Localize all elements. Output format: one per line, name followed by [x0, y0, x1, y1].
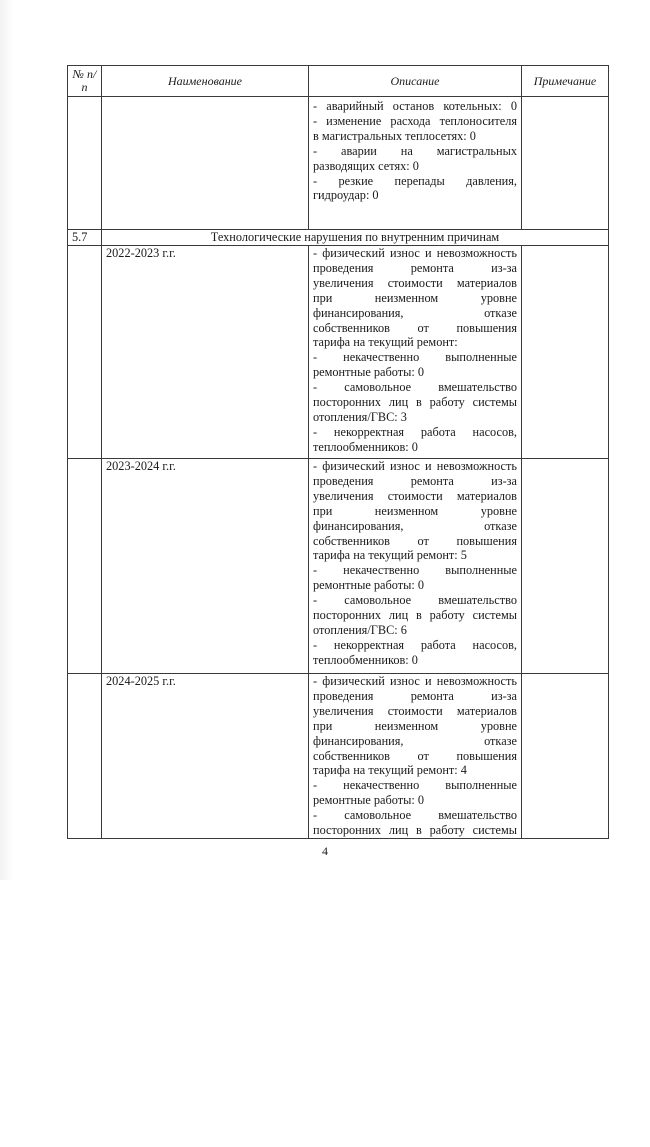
description-line: собственников от повышения	[313, 748, 517, 763]
section-title: Технологические нарушения по внутренним причинам	[102, 230, 609, 246]
period-name: 2022-2023 г.г.	[102, 246, 309, 459]
description-line: посторонних лиц в работу системы	[313, 608, 517, 623]
cell-description	[309, 97, 522, 230]
description-line: при неизменном уровне	[313, 718, 517, 733]
description-line: гидроудар: 0	[313, 188, 379, 203]
description-line: собственников от повышения	[313, 320, 517, 335]
description-line: - физический износ и невозможность	[313, 246, 517, 260]
description-line: проведения ремонта из-за	[313, 260, 517, 275]
description-line: - самовольное вмешательство	[313, 380, 517, 395]
description-line: проведения ремонта из-за	[313, 473, 517, 488]
section-row	[68, 230, 609, 246]
incidents-table	[67, 65, 609, 839]
cell-name	[102, 97, 309, 230]
cell-num	[68, 246, 102, 459]
description-line: посторонних лиц в работу системы	[313, 395, 517, 410]
cell-note	[522, 459, 609, 674]
cell-note	[522, 97, 609, 230]
description-line: - самовольное вмешательство	[313, 808, 517, 823]
description-line: - некачественно выполненные	[313, 778, 517, 793]
section-number: 5.7	[68, 230, 102, 246]
description-line: - аварийный останов котельных: 0	[313, 99, 517, 113]
description-line: - аварии на магистральных	[313, 143, 517, 158]
header-name: Наименование	[102, 66, 309, 97]
description-line: отопления/ГВС: 3	[313, 409, 407, 424]
description-line: разводящих сетях: 0	[313, 158, 419, 173]
table-header-row	[68, 66, 609, 97]
description-line: собственников от повышения	[313, 533, 517, 548]
table-row-continuation	[68, 97, 609, 230]
description-line: - некачественно выполненные	[313, 563, 517, 578]
scan-edge-shadow	[0, 0, 14, 880]
cell-num	[68, 459, 102, 674]
cell-description	[309, 674, 522, 839]
description-line: увеличения стоимости материалов	[313, 488, 517, 503]
description-line: - самовольное вмешательство	[313, 593, 517, 608]
description-line: - физический износ и невозможность	[313, 674, 517, 688]
description-line: ремонтные работы: 0	[313, 793, 424, 808]
description-line: посторонних лиц в работу системы	[313, 823, 517, 838]
cell-description	[309, 246, 522, 459]
description-line: финансирования, отказе	[313, 305, 517, 320]
description-line: ремонтные работы: 0	[313, 578, 424, 593]
table-row-period	[68, 246, 609, 459]
table-row-period	[68, 459, 609, 674]
cell-description	[309, 459, 522, 674]
description-line: теплообменников: 0	[313, 439, 418, 454]
table-row-period	[68, 674, 609, 839]
page-number: 4	[322, 844, 328, 858]
description-line: в магистральных теплосетях: 0	[313, 128, 476, 143]
description-line: проведения ремонта из-за	[313, 688, 517, 703]
description-line: - некорректная работа насосов,	[313, 637, 517, 652]
description-line: увеличения стоимости материалов	[313, 703, 517, 718]
header-num: № п/п	[68, 66, 102, 97]
description-line: - резкие перепады давления,	[313, 173, 517, 188]
description-line: отопления/ГВС: 6	[313, 622, 407, 637]
description-line: теплообменников: 0	[313, 652, 418, 667]
description-line: тарифа на текущий ремонт:	[313, 335, 458, 350]
description-line: - некорректная работа насосов,	[313, 424, 517, 439]
cell-note	[522, 246, 609, 459]
period-name: 2024-2025 г.г.	[102, 674, 309, 839]
description-line: финансирования, отказе	[313, 518, 517, 533]
description-line: - некачественно выполненные	[313, 350, 517, 365]
description-line: тарифа на текущий ремонт: 4	[313, 763, 467, 778]
description-line: при неизменном уровне	[313, 503, 517, 518]
description-line: финансирования, отказе	[313, 733, 517, 748]
description-line: при неизменном уровне	[313, 290, 517, 305]
header-note: Примечание	[522, 66, 609, 97]
period-name: 2023-2024 г.г.	[102, 459, 309, 674]
description-line: ремонтные работы: 0	[313, 365, 424, 380]
cell-num	[68, 97, 102, 230]
description-line: увеличения стоимости материалов	[313, 275, 517, 290]
description-line: тарифа на текущий ремонт: 5	[313, 548, 467, 563]
description-line: - физический износ и невозможность	[313, 459, 517, 473]
description-line: - изменение расхода теплоносителя	[313, 113, 517, 128]
header-description: Описание	[309, 66, 522, 97]
cell-num	[68, 674, 102, 839]
cell-note	[522, 674, 609, 839]
